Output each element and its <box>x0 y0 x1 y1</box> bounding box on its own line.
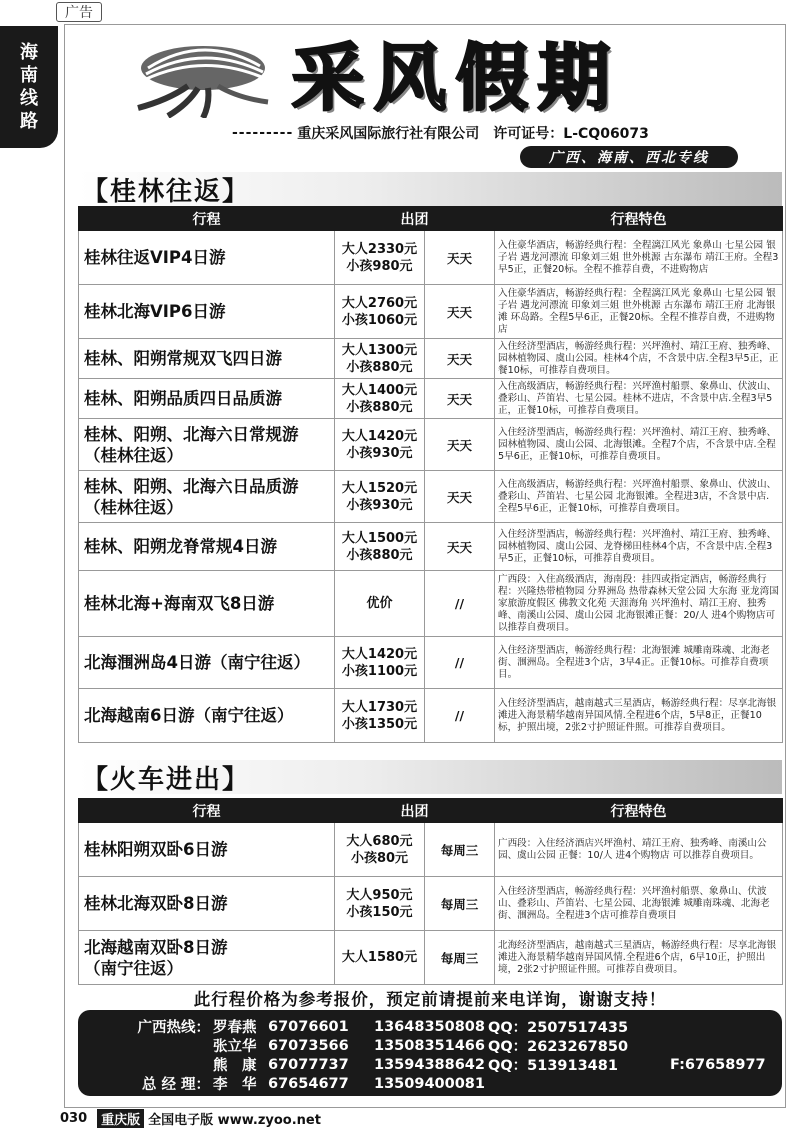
col-header-departure: 出团 <box>335 799 495 823</box>
child-price: 小孩1350元 <box>341 716 418 732</box>
price-cell <box>335 637 425 689</box>
website-link[interactable]: 全国电子版 www.zyoo.net <box>148 1112 321 1128</box>
price-cell <box>335 931 425 985</box>
departure-frequency: // <box>425 637 495 689</box>
company-line <box>232 123 772 143</box>
adult-price: 大人1420元 <box>341 428 418 444</box>
adult-price: 大人2760元 <box>341 295 418 311</box>
route-name: 北海涠洲岛4日游（南宁往返） <box>79 637 335 689</box>
adult-price: 大人1520元 <box>341 480 418 496</box>
route-name: 桂林、阳朔常规双飞四日游 <box>79 339 335 379</box>
contact-qq: QQ：2507517435 <box>488 1020 629 1036</box>
table-row <box>79 231 783 285</box>
train-routes-table <box>78 798 783 985</box>
col-header-features: 行程特色 <box>495 207 783 231</box>
col-header-route: 行程 <box>79 799 335 823</box>
departure-frequency: 天天 <box>425 523 495 571</box>
col-header-departure: 出团 <box>335 207 495 231</box>
departure-frequency: 每周三 <box>425 823 495 877</box>
contact-phone[interactable]: 67654677 <box>268 1075 349 1092</box>
departure-frequency: 天天 <box>425 471 495 523</box>
license-number: 许可证号：L-CQ06073 <box>493 126 649 142</box>
table-row <box>79 339 783 379</box>
table-row <box>79 285 783 339</box>
table-row <box>79 823 783 877</box>
side-tab-char: 线 <box>20 88 38 109</box>
child-price: 小孩930元 <box>346 445 413 461</box>
table-row <box>79 637 783 689</box>
price-notice: 此行程价格为参考报价，预定前请提前来电详询，谢谢支持！ <box>193 990 667 1009</box>
contact-mobile[interactable]: 13648350808 <box>374 1018 485 1035</box>
contact-fax: F:67658977 <box>670 1056 766 1073</box>
contact-name: 张立华 <box>213 1039 257 1055</box>
section-title-train: 【火车进出】 <box>78 760 782 794</box>
side-tab-hainan-routes <box>0 26 58 148</box>
child-price: 小孩880元 <box>346 399 413 415</box>
price-cell <box>335 419 425 471</box>
route-features: 入住经济型酒店，畅游经典行程：兴坪渔村、靖江王府、独秀峰、园林植物园、虞山公园、龙脊梯田桂林4个店，不含景中店.全程3早5正，正餐10标，可推荐自费项目。 <box>495 523 783 571</box>
adult-price: 大人1580元 <box>341 950 418 965</box>
route-features: 入住经济型酒店，越南越式三星酒店，畅游经典行程：尽享北海银滩进入海景精华越南异国风情.全程进6个店，5早8正，正餐10标，护照出境，2张2寸护照证件照。可推荐自费项目。 <box>495 689 783 743</box>
company-dashes: --------- <box>232 125 294 141</box>
contact-row <box>130 1036 782 1055</box>
route-name: 北海越南双卧8日游 （南宁往返） <box>79 931 335 985</box>
edition-badge: 重庆版 <box>97 1109 144 1128</box>
route-name: 桂林、阳朔、北海六日品质游 （桂林往返） <box>79 471 335 523</box>
route-features: 广西段：入住高级酒店，海南段：挂四或指定酒店，畅游经典行程：兴隆热带植物园 分界洲岛 热带森林天堂公园 大东海 亚龙湾国家旅游度假区 佛教文化苑 天涯海角 兴坪渔村、靖江王府、独秀峰、南溪山公园、虞山公园 北海银滩正餐：20/人 进4个购物店可以推荐自费项目。 <box>495 571 783 637</box>
price-cell <box>335 571 425 637</box>
child-price: 小孩80元 <box>350 850 409 866</box>
route-features: 入住高级酒店，畅游经典行程：兴坪渔村船票、象鼻山、伏波山、叠彩山、芦笛岩、七星公园 北海银滩。全程进3店，不含景中店. 全程5早6正，正餐10标，可推荐自费项目。 <box>495 471 783 523</box>
adult-price: 大人1500元 <box>341 530 418 546</box>
departure-frequency: 天天 <box>425 285 495 339</box>
brand-logo-text: 采风假期 <box>292 35 621 120</box>
price-cell <box>335 523 425 571</box>
contact-panel <box>78 1010 782 1096</box>
departure-frequency: 天天 <box>425 231 495 285</box>
table-row <box>79 523 783 571</box>
route-name: 桂林北海+海南双飞8日游 <box>79 571 335 637</box>
child-price: 小孩880元 <box>346 547 413 563</box>
adult-price: 大人1400元 <box>341 382 418 398</box>
contact-name: 熊 康 <box>213 1058 257 1074</box>
departure-frequency: 天天 <box>425 339 495 379</box>
child-price: 小孩1060元 <box>341 312 418 328</box>
child-price: 小孩880元 <box>346 359 413 375</box>
side-tab-char: 路 <box>20 111 38 132</box>
guilin-routes-table <box>78 206 783 743</box>
child-price: 小孩930元 <box>346 497 413 513</box>
adult-price: 大人950元 <box>346 887 413 903</box>
fan-logo-icon <box>128 38 278 118</box>
departure-frequency: 天天 <box>425 419 495 471</box>
price-offer: 优价 <box>366 596 393 611</box>
departure-frequency: 天天 <box>425 379 495 419</box>
price-cell <box>335 877 425 931</box>
departure-frequency: 每周三 <box>425 877 495 931</box>
adult-price: 大人680元 <box>346 833 413 849</box>
contact-phone[interactable]: 67077737 <box>268 1056 349 1073</box>
departure-frequency: 每周三 <box>425 931 495 985</box>
contact-qq: QQ：513913481 <box>488 1058 618 1074</box>
page-footer <box>60 1108 321 1128</box>
price-cell <box>335 379 425 419</box>
contact-mobile[interactable]: 13594388642 <box>374 1056 485 1073</box>
route-features: 入住豪华酒店，畅游经典行程：全程漓江风光 象鼻山 七星公园 银子岩 遇龙河漂流 印象刘三姐 世外桃源 古东瀑布 靖江王府 北海银滩 环岛路。全程5早6正，正餐20标。全程不推荐自费，不进购物店 <box>495 285 783 339</box>
table-row <box>79 877 783 931</box>
contact-phone[interactable]: 67076601 <box>268 1018 349 1035</box>
contact-row <box>130 1055 782 1074</box>
contact-phone[interactable]: 67073566 <box>268 1037 349 1054</box>
price-cell <box>335 689 425 743</box>
col-header-route: 行程 <box>79 207 335 231</box>
price-cell <box>335 823 425 877</box>
company-name: 重庆采风国际旅行社有限公司 <box>297 126 480 142</box>
contact-label: 总 经 理： <box>141 1077 210 1093</box>
route-name: 桂林、阳朔、北海六日常规游 （桂林往返） <box>79 419 335 471</box>
table-row <box>79 471 783 523</box>
adult-price: 大人1300元 <box>341 342 418 358</box>
contact-mobile[interactable]: 13508351466 <box>374 1037 485 1054</box>
adult-price: 大人1730元 <box>341 699 418 715</box>
ad-tag: 广告 <box>56 2 102 22</box>
price-cell <box>335 471 425 523</box>
contact-name: 罗春燕 <box>213 1020 257 1036</box>
route-name: 桂林、阳朔品质四日品质游 <box>79 379 335 419</box>
child-price: 小孩1100元 <box>341 663 418 679</box>
price-cell <box>335 285 425 339</box>
page-number: 030 <box>60 1110 88 1126</box>
specialty-badge: 广西、海南、西北专线 <box>520 146 738 168</box>
route-features: 入住经济型酒店，畅游经典行程：北海银滩 城雕南珠魂、北海老街、涠洲岛。全程进3个店，3早4正。正餐10标。可推荐自费项目。 <box>495 637 783 689</box>
route-features: 入住经济型酒店，畅游经典行程：兴坪渔村船票、象鼻山、伏波山、叠彩山、芦笛岩、七星公园、北海银滩 城雕南珠魂、北海老街、涠洲岛。全程进3个店可推荐自费项目 <box>495 877 783 931</box>
price-cell <box>335 339 425 379</box>
route-name: 桂林、阳朔龙脊常规4日游 <box>79 523 335 571</box>
table-row <box>79 571 783 637</box>
adult-price: 大人2330元 <box>341 241 418 257</box>
route-features: 入住高级酒店，畅游经典行程：兴坪渔村船票、象鼻山、伏波山、叠彩山、芦笛岩、七星公园。桂林不进店，不含景中店.全程3早5正，正餐10标，可推荐自费项目。 <box>495 379 783 419</box>
route-name: 桂林往返VIP4日游 <box>79 231 335 285</box>
contact-row <box>130 1017 782 1036</box>
table-row <box>79 931 783 985</box>
child-price: 小孩980元 <box>346 258 413 274</box>
table-row <box>79 419 783 471</box>
route-features: 入住经济型酒店，畅游经典行程：兴坪渔村、靖江王府、独秀峰、园林植物园、虞山公园。桂林4个店，不含景中店.全程3早5正，正餐10标，可推荐自费项目。 <box>495 339 783 379</box>
contact-row <box>130 1074 782 1093</box>
route-features: 入住豪华酒店，畅游经典行程：全程漓江风光 象鼻山 七星公园 银子岩 遇龙河漂流 印象刘三姐 世外桃源 古东瀑布 靖江王府。全程3早5正，正餐20标。全程不推荐自费，不进购物店 <box>495 231 783 285</box>
price-cell <box>335 231 425 285</box>
child-price: 小孩150元 <box>346 904 413 920</box>
side-tab-char: 海 <box>20 42 38 63</box>
contact-name: 李 华 <box>213 1077 257 1093</box>
route-name: 桂林北海VIP6日游 <box>79 285 335 339</box>
contact-qq: QQ：2623267850 <box>488 1039 629 1055</box>
col-header-features: 行程特色 <box>495 799 783 823</box>
route-name: 北海越南6日游（南宁往返） <box>79 689 335 743</box>
departure-frequency: // <box>425 689 495 743</box>
route-features: 北海经济型酒店，越南越式三星酒店，畅游经典行程：尽享北海银滩进入海景精华越南异国风情.全程进6个店，6早10正，护照出境，2张2寸护照证件照。可推荐自费项目。 <box>495 931 783 985</box>
side-tab-char: 南 <box>20 65 38 86</box>
route-features: 入住经济型酒店，畅游经典行程：兴坪渔村、靖江王府、独秀峰、园林植物园、虞山公园、北海银滩。全程7个店，不含景中店.全程5早6正，正餐10标，可推荐自费项目。 <box>495 419 783 471</box>
route-name: 桂林阳朔双卧6日游 <box>79 823 335 877</box>
route-name: 桂林北海双卧8日游 <box>79 877 335 931</box>
adult-price: 大人1420元 <box>341 646 418 662</box>
contact-label: 广西热线： <box>137 1020 210 1036</box>
table-row <box>79 689 783 743</box>
route-features: 广西段：入住经济酒店兴坪渔村、靖江王府、独秀峰、南溪山公园、虞山公园 正餐：10/人 进4个购物店 可以推荐自费项目。 <box>495 823 783 877</box>
table-row <box>79 379 783 419</box>
contact-mobile[interactable]: 13509400081 <box>374 1075 485 1092</box>
departure-frequency: // <box>425 571 495 637</box>
section-title-guilin: 【桂林往返】 <box>78 172 782 206</box>
